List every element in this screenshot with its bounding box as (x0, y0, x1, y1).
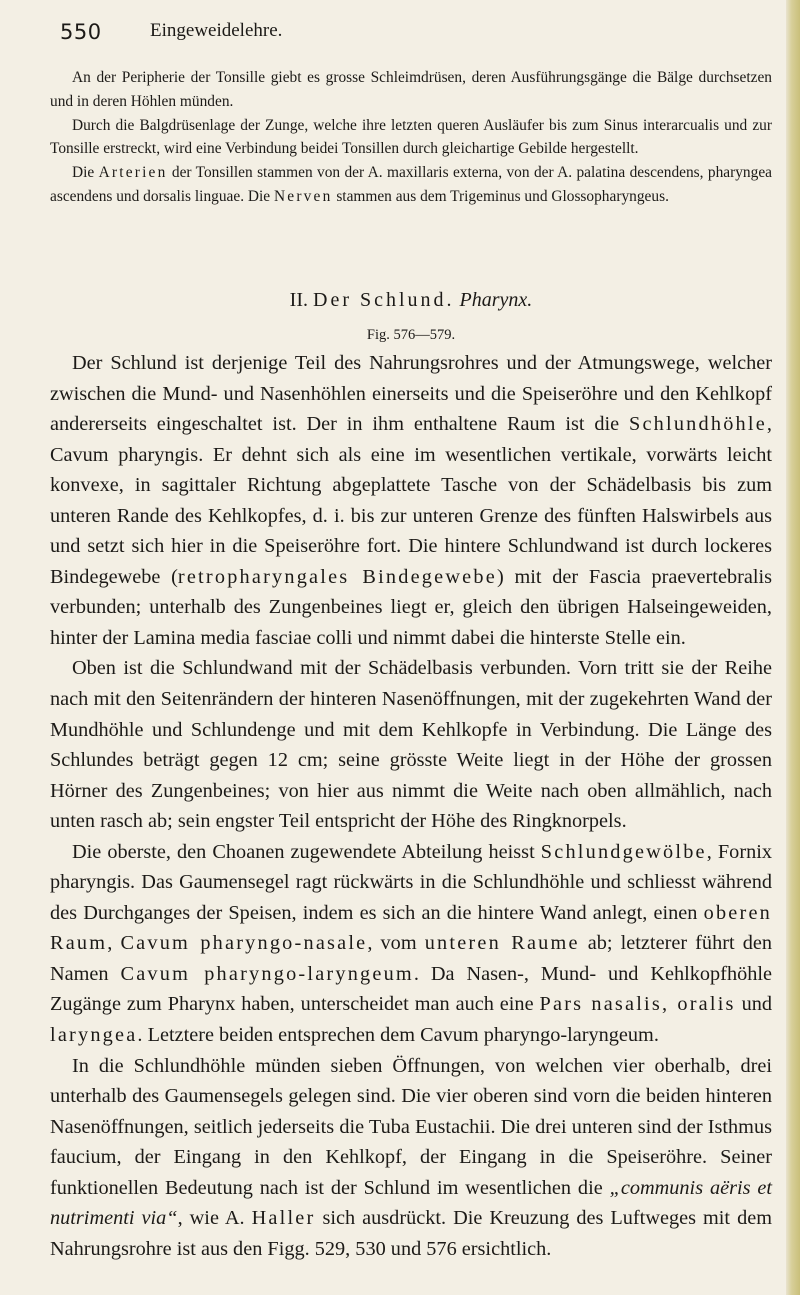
pharynx-text (50, 348, 772, 1264)
paragraph: Die oberste, den Choanen zugewendete Abteilung heisst Schlundgewölbe, Fornix pharyngis. Das Gaumensegel ragt rückwärts in die Schlundhöhle und schliesst während des Durchganges der Speisen, indem es sich an die hintere Wand anlegt, einen oberen Raum, Cavum pharyngo-nasale, vom unteren Raume ab; letzterer führt den Namen Cavum pharyngo-laryngeum. Da Nasen-, Mund- und Kehlkopfhöhle Zugänge zum Pharynx haben, unterscheidet man auch eine Pars nasalis, oralis und laryngea. Letztere beiden entsprechen dem Cavum pharyngo-laryngeum. (50, 840, 772, 1047)
paragraph: Oben ist die Schlundwand mit der Schädelbasis verbunden. Vorn tritt sie der Reihe nach mit den Seitenrändern der hinteren Nasenöffnungen, mit der zugekehrten Wand der Mundhöhle und Schlundenge und mit dem Kehlkopfe in Verbindung. Die Länge des Schlundes beträgt gegen 12 cm; seine grösste Weite liegt in der Höhe der grossen Hörner des Zungenbeines; von hier aus nimmt die Weite nach oben allmählich, nach unten rasch ab; sein engster Teil entspricht der Höhe des Ringknorpels. (50, 657, 772, 833)
paragraph: Der Schlund ist derjenige Teil des Nahrungsrohres und der Atmungswege, welcher zwischen die Mund- und Nasenhöhlen einerseits und die Speiseröhre und den Kehlkopf andererseits eingeschaltet ist. Der in ihm enthaltene Raum ist die Schlundhöhle, Cavum pharyngis. Er dehnt sich als eine im wesentlichen vertikale, vorwärts leicht konvexe, in sagittaler Richtung abgeplattete Tasche von der Schädelbasis bis zum unteren Rande des Kehlkopfes, d. i. bis zur unteren Grenze des fünften Halswirbels aus und setzt sich hier in die Speiseröhre fort. Die hintere Schlundwand ist durch lockeres Bindegewebe (retropharyngales Bindegewebe) mit der Fascia praevertebralis verbunden; unterhalb des Zungenbeines liegt er, gleich den übrigen Halseingeweiden, hinter der Lamina media fasciae colli und nimmt dabei die hinterste Stelle ein. (50, 352, 773, 649)
spaced-term: unteren Raume (424, 932, 580, 955)
spaced-term: retropharyngales Bindegewebe (177, 565, 497, 588)
section-title (50, 289, 772, 312)
section-heading: Der Schlund. (313, 289, 455, 311)
running-head: Eingeweidelehre. (150, 20, 283, 41)
latin-quote: „communis aëris et nutrimenti via“ (50, 1176, 772, 1230)
section-number: II. (289, 289, 308, 311)
paragraph: Die Arterien der Tonsillen stammen von der A. maxillaris externa, von der A. palatina descendens, pharyngea ascendens und dorsalis linguae. Die Nerven stammen aus dem Trigeminus und Glossopharyngeus. (50, 164, 772, 205)
section-latin-name: Pharynx. (459, 289, 533, 311)
paragraph: In die Schlundhöhle münden sieben Öffnungen, von welchen vier oberhalb, drei unterhalb des Gaumensegels gelegen sind. Die vier oberen sind vorn die beiden hinteren Nasenöffnungen, seitlich jederseits die Tuba Eustachii. Die drei unteren sind der Isthmus faucium, der Eingang in den Kehlkopf, der Eingang in die Speiseröhre. Seiner funktionellen Bedeutung nach ist der Schlund im wesentlichen die „communis aëris et nutrimenti via“, wie A. Haller sich ausdrückt. Die Kreuzung des Luftweges mit dem Nahrungsrohre ist aus den Figg. 529, 530 und 576 ersichtlich. (50, 1054, 772, 1260)
page-edge (786, 0, 800, 1295)
page-header (60, 14, 770, 46)
page-number: 550 (60, 20, 102, 44)
spaced-term: Cavum pharyngo-laryngeum (120, 962, 414, 985)
spaced-term: Schlundhöhle (628, 413, 767, 436)
paragraph: Durch die Balgdrüsenlage der Zunge, welche ihre letzten queren Ausläufer bis zum Sinus interarcualis und zur Tonsille erstreckt, wird eine Verbindung beidei Tonsillen durch gleichartige Gebilde hergestellt. (50, 116, 772, 158)
spaced-term: Schlundgewölbe (540, 840, 707, 863)
spaced-term: Nerven (273, 187, 333, 205)
figure-reference: Fig. 576—579. (366, 327, 456, 343)
spaced-term: Pars nasalis, oralis (539, 993, 736, 1016)
spaced-term: Haller (251, 1207, 316, 1230)
tonsil-notes (50, 66, 772, 209)
spaced-term: oberen Raum (50, 901, 772, 955)
spaced-term: laryngea (50, 1024, 138, 1047)
spaced-term: Arterien (98, 164, 168, 182)
spaced-term: Cavum pharyngo-nasale (120, 932, 368, 955)
paragraph: An der Peripherie der Tonsille giebt es grosse Schleimdrüsen, deren Ausführungsgänge die Bälge durchsetzen und in deren Höhlen münden. (50, 69, 772, 110)
